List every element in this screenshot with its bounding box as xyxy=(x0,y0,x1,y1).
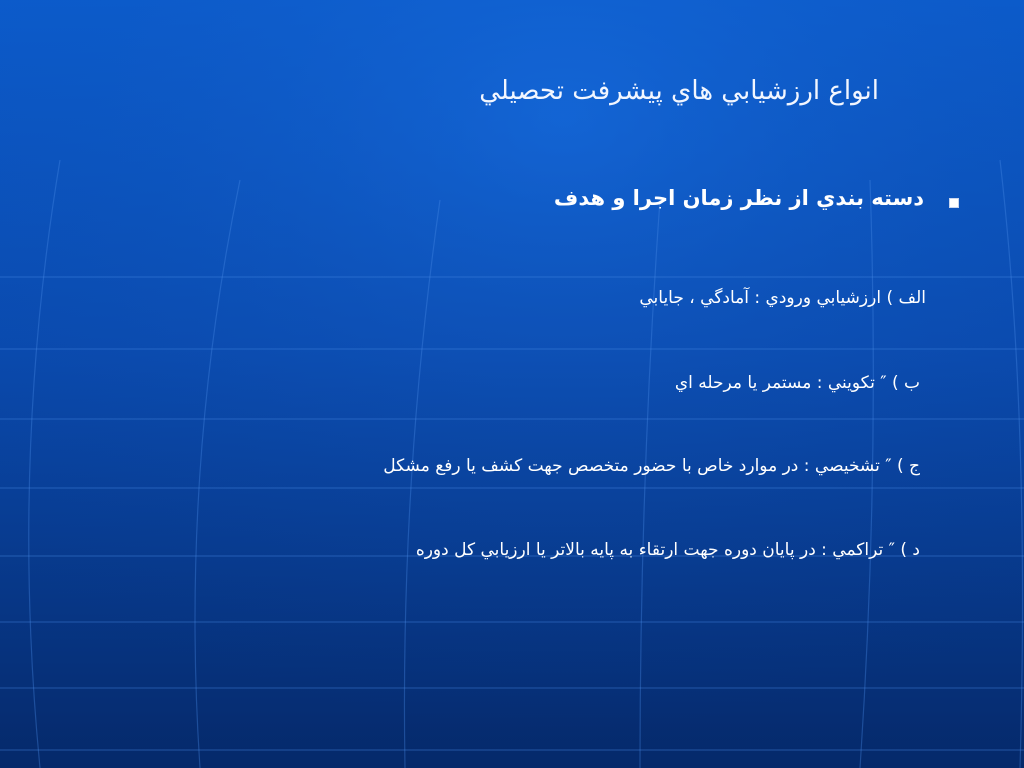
list-item: ج ) ″ تشخيصي : در موارد خاص با حضور متخصص جهت كشف يا رفع مشكل xyxy=(383,456,920,476)
slide-title: انواع ارزشيابي هاي پيشرفت تحصيلي xyxy=(479,76,879,106)
slide-heading: دسته بندي از نظر زمان اجرا و هدف xyxy=(553,186,924,210)
square-bullet-icon xyxy=(949,198,959,208)
list-item: ب ) ″ تكويني : مستمر يا مرحله اي xyxy=(674,373,920,393)
list-item: الف ) ارزشيابي ورودي : آمادگي ، جايابي xyxy=(639,288,926,308)
list-item: د ) ″ تراكمي : در پايان دوره جهت ارتقاء به پايه بالاتر يا ارزيابي كل دوره xyxy=(415,540,920,560)
